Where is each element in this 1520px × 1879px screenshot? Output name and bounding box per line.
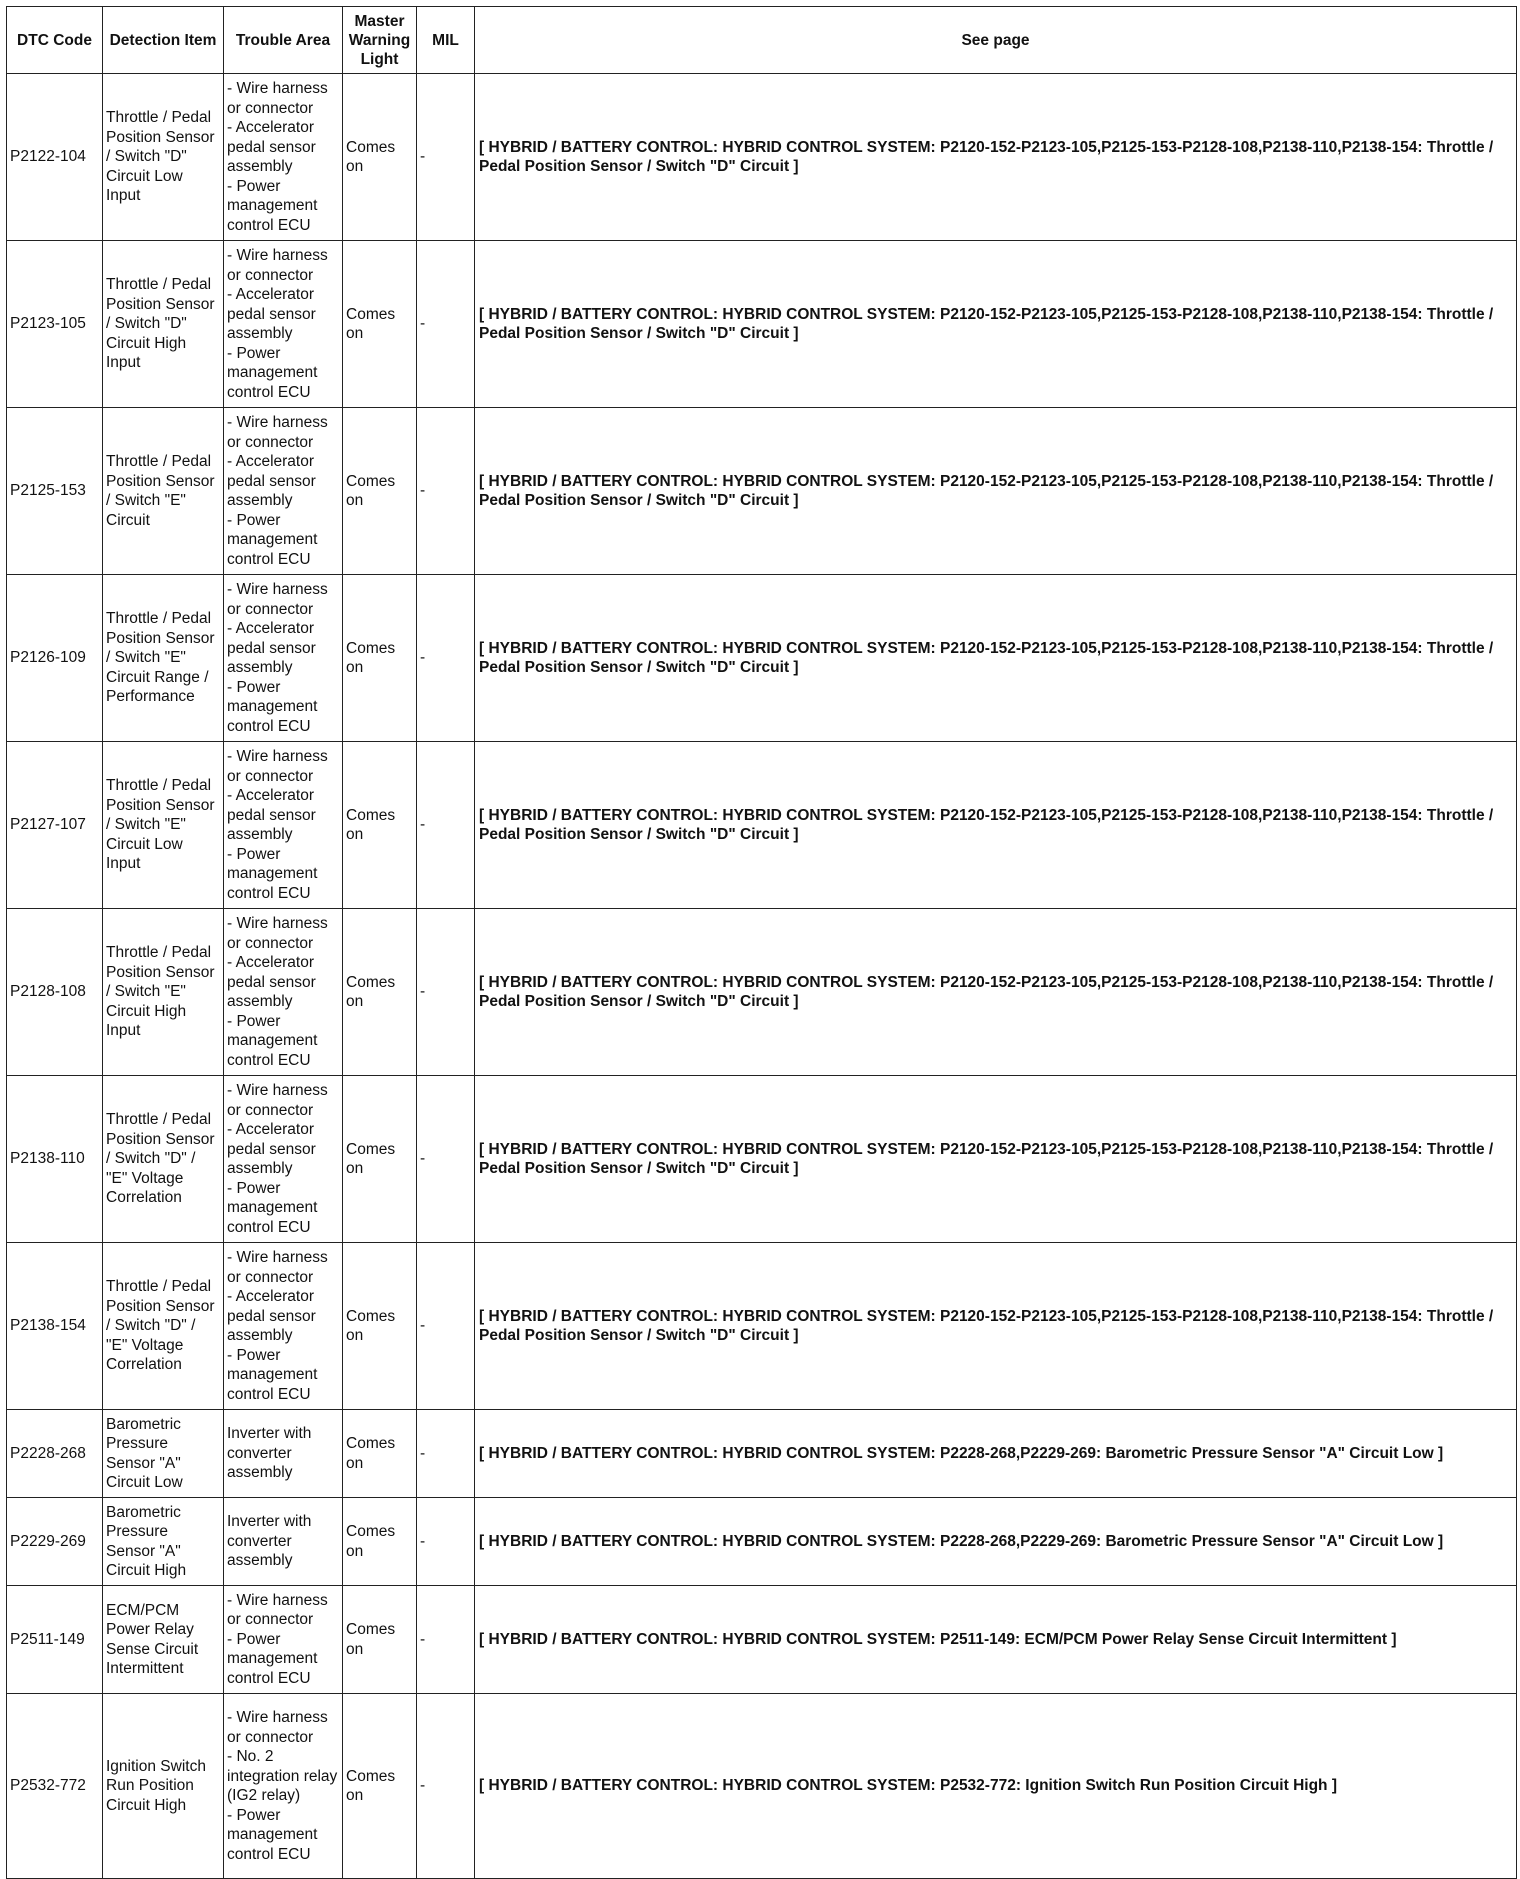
trouble-area-line: - Wire harness or connector [227,80,328,117]
dtc-code-cell: P2511-149 [7,1586,103,1694]
dtc-code-cell: P2126-109 [7,575,103,742]
mil-cell: - [417,1410,475,1498]
detection-item-cell: Throttle / Pedal Position Sensor / Switch "D" Circuit High Input [103,241,224,408]
trouble-area-cell [224,241,343,408]
master-warning-light-cell: Comes on [343,1410,417,1498]
mil-cell: - [417,1498,475,1586]
master-warning-light-cell: Comes on [343,241,417,408]
master-warning-light-cell: Comes on [343,909,417,1076]
trouble-area-line: - Accelerator pedal sensor assembly [227,119,316,175]
trouble-area-line: - Power management control ECU [227,1346,318,1403]
trouble-area-line: - Power management control ECU [227,1806,318,1863]
trouble-area-cell [224,1076,343,1243]
table-body [7,74,1517,1879]
mil-cell: - [417,1243,475,1410]
detection-item-cell: Throttle / Pedal Position Sensor / Switch "E" Circuit High Input [103,909,224,1076]
mil-cell: - [417,1076,475,1243]
mil-cell: - [417,909,475,1076]
mil-cell: - [417,1586,475,1694]
dtc-code-cell: P2127-107 [7,742,103,909]
detection-item-cell: Throttle / Pedal Position Sensor / Switch "E" Circuit Low Input [103,742,224,909]
see-page-cell: [ HYBRID / BATTERY CONTROL: HYBRID CONTROL SYSTEM: P2120-152-P2123-105,P2125-153-P2128-108,P2138-110,P2138-154: Throttle / Pedal Position Sensor / Switch "D" Circuit ] [475,74,1517,241]
trouble-area-line: - Wire harness or connector [227,581,328,618]
dtc-code-cell: P2138-110 [7,1076,103,1243]
trouble-area-line: - Wire harness or connector [227,1249,328,1286]
detection-item-cell: Barometric Pressure Sensor "A" Circuit High [103,1498,224,1586]
trouble-area-line: - Power management control ECU [227,1179,318,1236]
mil-cell: - [417,742,475,909]
trouble-area-cell [224,742,343,909]
table-row [7,1410,1517,1498]
dtc-code-cell: P2122-104 [7,74,103,241]
master-warning-light-cell: Comes on [343,1076,417,1243]
header-dtc-code: DTC Code [7,7,103,74]
master-warning-light-cell: Comes on [343,1243,417,1410]
trouble-area-line: - Accelerator pedal sensor assembly [227,1288,316,1344]
see-page-cell: [ HYBRID / BATTERY CONTROL: HYBRID CONTROL SYSTEM: P2120-152-P2123-105,P2125-153-P2128-108,P2138-110,P2138-154: Throttle / Pedal Position Sensor / Switch "D" Circuit ] [475,1076,1517,1243]
trouble-area-cell [224,1410,343,1498]
master-warning-light-cell: Comes on [343,408,417,575]
trouble-area-cell [224,1243,343,1410]
master-warning-light-cell: Comes on [343,742,417,909]
mil-cell: - [417,408,475,575]
detection-item-cell: Throttle / Pedal Position Sensor / Switch "D" / "E" Voltage Correlation [103,1243,224,1410]
master-warning-light-cell: Comes on [343,1498,417,1586]
see-page-cell: [ HYBRID / BATTERY CONTROL: HYBRID CONTROL SYSTEM: P2120-152-P2123-105,P2125-153-P2128-108,P2138-110,P2138-154: Throttle / Pedal Position Sensor / Switch "D" Circuit ] [475,408,1517,575]
trouble-area-cell [224,74,343,241]
trouble-area-line: - Accelerator pedal sensor assembly [227,453,316,509]
dtc-code-cell: P2123-105 [7,241,103,408]
see-page-cell: [ HYBRID / BATTERY CONTROL: HYBRID CONTROL SYSTEM: P2228-268,P2229-269: Barometric Pressure Sensor "A" Circuit Low ] [475,1410,1517,1498]
detection-item-cell: Throttle / Pedal Position Sensor / Switch "E" Circuit [103,408,224,575]
trouble-area-cell [224,408,343,575]
trouble-area-line: - Power management control ECU [227,1012,318,1069]
header-see-page: See page [475,7,1517,74]
trouble-area-line: - Wire harness or connector [227,1591,328,1629]
trouble-area-line: - Power management control ECU [227,177,318,234]
table-row [7,1586,1517,1694]
mil-cell: - [417,575,475,742]
table-row [7,909,1517,1076]
dtc-code-cell: P2532-772 [7,1694,103,1879]
trouble-area-line: Inverter with converter assembly [227,1513,312,1570]
trouble-area-line: - Wire harness or connector [227,748,328,785]
trouble-area-line: - Wire harness or connector [227,414,328,451]
header-detection-item: Detection Item [103,7,224,74]
trouble-area-cell [224,1498,343,1586]
see-page-cell: [ HYBRID / BATTERY CONTROL: HYBRID CONTROL SYSTEM: P2120-152-P2123-105,P2125-153-P2128-108,P2138-110,P2138-154: Throttle / Pedal Position Sensor / Switch "D" Circuit ] [475,909,1517,1076]
dtc-code-cell: P2128-108 [7,909,103,1076]
trouble-area-line: - Accelerator pedal sensor assembly [227,1121,316,1177]
header-row [7,7,1517,74]
trouble-area-line: - Power management control ECU [227,845,318,902]
trouble-area-line: - Power management control ECU [227,511,318,568]
mil-cell: - [417,74,475,241]
trouble-area-line: - Accelerator pedal sensor assembly [227,286,316,342]
see-page-cell: [ HYBRID / BATTERY CONTROL: HYBRID CONTROL SYSTEM: P2120-152-P2123-105,P2125-153-P2128-108,P2138-110,P2138-154: Throttle / Pedal Position Sensor / Switch "D" Circuit ] [475,742,1517,909]
trouble-area-cell [224,909,343,1076]
master-warning-light-cell: Comes on [343,1586,417,1694]
dtc-code-cell: P2229-269 [7,1498,103,1586]
see-page-cell: [ HYBRID / BATTERY CONTROL: HYBRID CONTROL SYSTEM: P2228-268,P2229-269: Barometric Pressure Sensor "A" Circuit Low ] [475,1498,1517,1586]
detection-item-cell: ECM/PCM Power Relay Sense Circuit Intermittent [103,1586,224,1694]
table-row [7,1498,1517,1586]
dtc-code-cell: P2125-153 [7,408,103,575]
trouble-area-line: - Power management control ECU [227,1630,318,1687]
table-row [7,408,1517,575]
detection-item-cell: Ignition Switch Run Position Circuit High [103,1694,224,1879]
table-row [7,241,1517,408]
trouble-area-line: - Accelerator pedal sensor assembly [227,620,316,676]
trouble-area-line: - Wire harness or connector [227,247,328,284]
trouble-area-line: - Wire harness or connector [227,1082,328,1119]
trouble-area-cell [224,1694,343,1879]
mil-cell: - [417,1694,475,1879]
dtc-table [6,6,1517,1879]
table-row [7,1243,1517,1410]
mil-cell: - [417,241,475,408]
trouble-area-line: - Accelerator pedal sensor assembly [227,954,316,1010]
master-warning-light-cell: Comes on [343,575,417,742]
detection-item-cell: Barometric Pressure Sensor "A" Circuit Low [103,1410,224,1498]
header-mil: MIL [417,7,475,74]
trouble-area-line: - Wire harness or connector [227,1709,328,1746]
detection-item-cell: Throttle / Pedal Position Sensor / Switch "D" Circuit Low Input [103,74,224,241]
master-warning-light-cell: Comes on [343,74,417,241]
trouble-area-line: - Wire harness or connector [227,915,328,952]
trouble-area-line: - Power management control ECU [227,678,318,735]
table-row [7,742,1517,909]
see-page-cell: [ HYBRID / BATTERY CONTROL: HYBRID CONTROL SYSTEM: P2120-152-P2123-105,P2125-153-P2128-108,P2138-110,P2138-154: Throttle / Pedal Position Sensor / Switch "D" Circuit ] [475,241,1517,408]
see-page-cell: [ HYBRID / BATTERY CONTROL: HYBRID CONTROL SYSTEM: P2511-149: ECM/PCM Power Relay Sense Circuit Intermittent ] [475,1586,1517,1694]
see-page-cell: [ HYBRID / BATTERY CONTROL: HYBRID CONTROL SYSTEM: P2120-152-P2123-105,P2125-153-P2128-108,P2138-110,P2138-154: Throttle / Pedal Position Sensor / Switch "D" Circuit ] [475,1243,1517,1410]
trouble-area-cell [224,1586,343,1694]
trouble-area-line: - No. 2 integration relay (IG2 relay) [227,1748,338,1804]
see-page-cell: [ HYBRID / BATTERY CONTROL: HYBRID CONTROL SYSTEM: P2532-772: Ignition Switch Run Position Circuit High ] [475,1694,1517,1879]
trouble-area-cell [224,575,343,742]
table-row [7,1076,1517,1243]
table-row [7,575,1517,742]
trouble-area-line: Inverter with converter assembly [227,1425,312,1482]
detection-item-cell: Throttle / Pedal Position Sensor / Switch "D" / "E" Voltage Correlation [103,1076,224,1243]
table-row [7,1694,1517,1879]
dtc-code-cell: P2228-268 [7,1410,103,1498]
header-trouble-area: Trouble Area [224,7,343,74]
table-row [7,74,1517,241]
header-master-warning-light: Master Warning Light [343,7,417,74]
see-page-cell: [ HYBRID / BATTERY CONTROL: HYBRID CONTROL SYSTEM: P2120-152-P2123-105,P2125-153-P2128-108,P2138-110,P2138-154: Throttle / Pedal Position Sensor / Switch "D" Circuit ] [475,575,1517,742]
master-warning-light-cell: Comes on [343,1694,417,1879]
trouble-area-line: - Power management control ECU [227,344,318,401]
dtc-code-cell: P2138-154 [7,1243,103,1410]
trouble-area-line: - Accelerator pedal sensor assembly [227,787,316,843]
detection-item-cell: Throttle / Pedal Position Sensor / Switch "E" Circuit Range / Performance [103,575,224,742]
